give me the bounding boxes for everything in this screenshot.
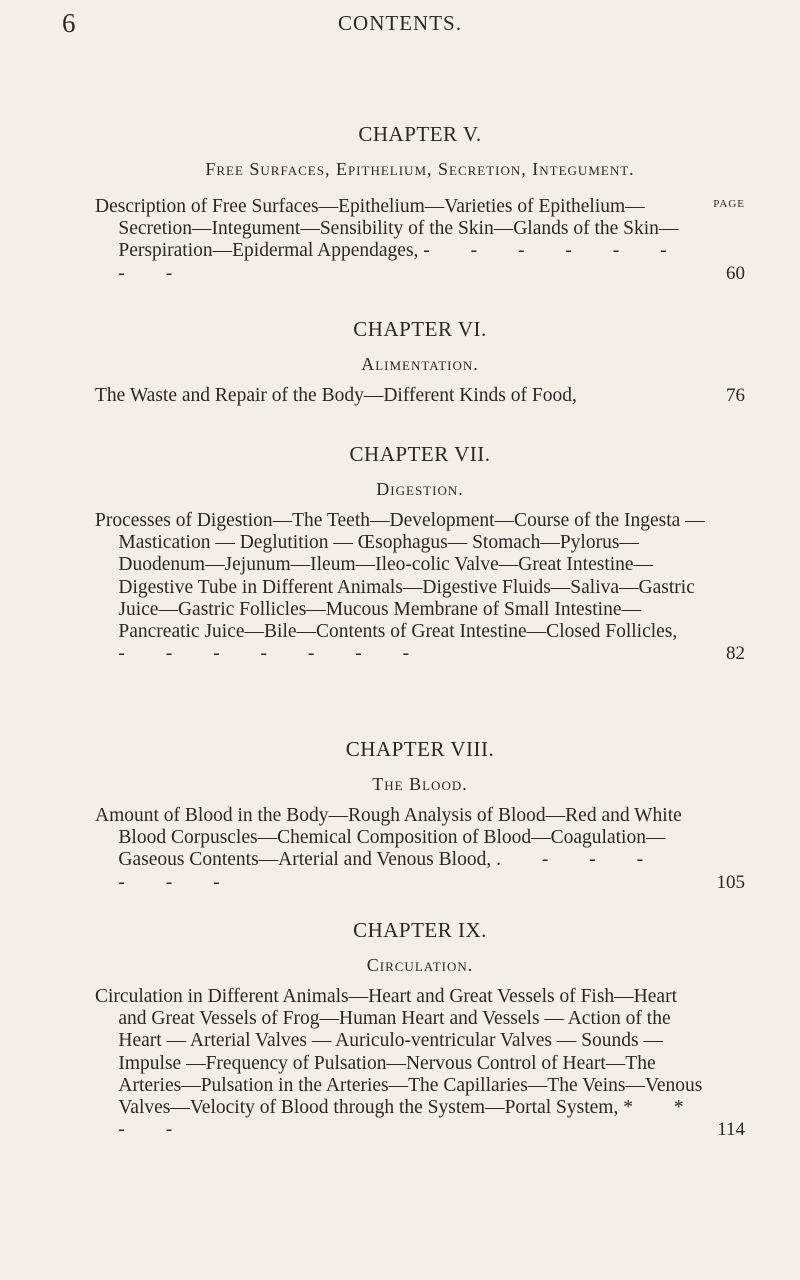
chapter-vii	[95, 442, 745, 665]
summary-text: Amount of Blood in the Body—Rough Analysis of Blood—Red and White Blood Corpuscles—Chemical Composition of Blood—Coagulation—Gaseous Contents—Arterial and Venous Blood,	[95, 805, 682, 871]
chapter-page-number: 114	[717, 1119, 745, 1141]
dot-leaders: . - - - - - -	[118, 849, 662, 893]
dot-leaders: * * - -	[118, 1097, 702, 1141]
chapter-contents	[95, 196, 745, 285]
dot-leaders: - - - - - - -	[118, 643, 428, 665]
chapter-page-number: 105	[716, 871, 745, 893]
chapter-ix	[95, 918, 745, 1141]
summary-text: Processes of Digestion—The Teeth—Development—Course of the Ingesta — Mastication — Deglutition — Œsophagus— Stomach—Pylorus—Duodenum—Jejunum—Ileum—Ileo-colic Valve—Great Intestine—Digestive Tube in Different Animals—Digestive Fluids—Saliva—Gastric Juice—Gastric Follicles—Mucous Membrane of Small Intestine—Pancreatic Juice—Bile—Contents of Great Intestine—Closed Follicles,	[95, 510, 705, 643]
chapter-summary	[95, 805, 705, 894]
chapter-heading: CHAPTER V.	[358, 122, 482, 146]
chapter-title: Free Surfaces, Epithelium, Secretion, Integument.	[205, 159, 635, 179]
chapter-heading: CHAPTER VIII.	[345, 737, 495, 761]
chapter-page-number: 60	[726, 262, 745, 284]
running-head	[0, 8, 800, 48]
page-column-label: PAGE	[713, 198, 745, 210]
chapter-summary	[95, 986, 705, 1141]
chapter-title: The Blood.	[372, 774, 468, 794]
chapter-heading: CHAPTER IX.	[353, 918, 487, 942]
chapter-v	[95, 122, 745, 285]
chapter-summary	[95, 510, 705, 665]
dot-leaders: - - - - - - - -	[118, 240, 685, 284]
chapter-summary	[95, 385, 705, 407]
page-number: 6	[62, 8, 76, 38]
running-title: CONTENTS.	[338, 11, 462, 35]
chapter-summary	[95, 196, 705, 285]
chapter-contents	[95, 385, 745, 407]
chapter-page-number: 76	[726, 385, 745, 406]
summary-text: Circulation in Different Animals—Heart and Great Vessels of Fish—Heart and Great Vessels of Frog—Human Heart and Vessels — Action of the Heart — Arterial Valves — Auriculo-ventricular Valves — Sounds — Impulse —Frequency of Pulsation—Nervous Control of Heart—The Arteries—Pulsation in the Arteries—The Capillaries—The Veins—Venous Valves—Velocity of Blood through the System—Portal System,	[95, 986, 703, 1119]
chapter-title: Alimentation.	[361, 354, 479, 374]
chapter-heading: CHAPTER VII.	[349, 442, 491, 466]
chapter-page-number: 82	[726, 643, 745, 665]
chapter-heading: CHAPTER VI.	[353, 317, 487, 341]
chapter-contents	[95, 986, 745, 1141]
summary-text: Description of Free Surfaces—Epithelium—Varieties of Epithelium—Secretion—Integument—Sensibility of the Skin—Glands of the Skin—Perspiration—Epidermal Appendages,	[95, 196, 679, 262]
chapter-title: Digestion.	[376, 479, 464, 499]
chapter-contents	[95, 805, 745, 894]
chapter-viii	[95, 737, 745, 894]
chapter-title: Circulation.	[366, 955, 474, 975]
chapter-vi	[95, 317, 745, 407]
chapter-contents	[95, 510, 745, 665]
summary-text: The Waste and Repair of the Body—Different Kinds of Food,	[95, 385, 577, 406]
